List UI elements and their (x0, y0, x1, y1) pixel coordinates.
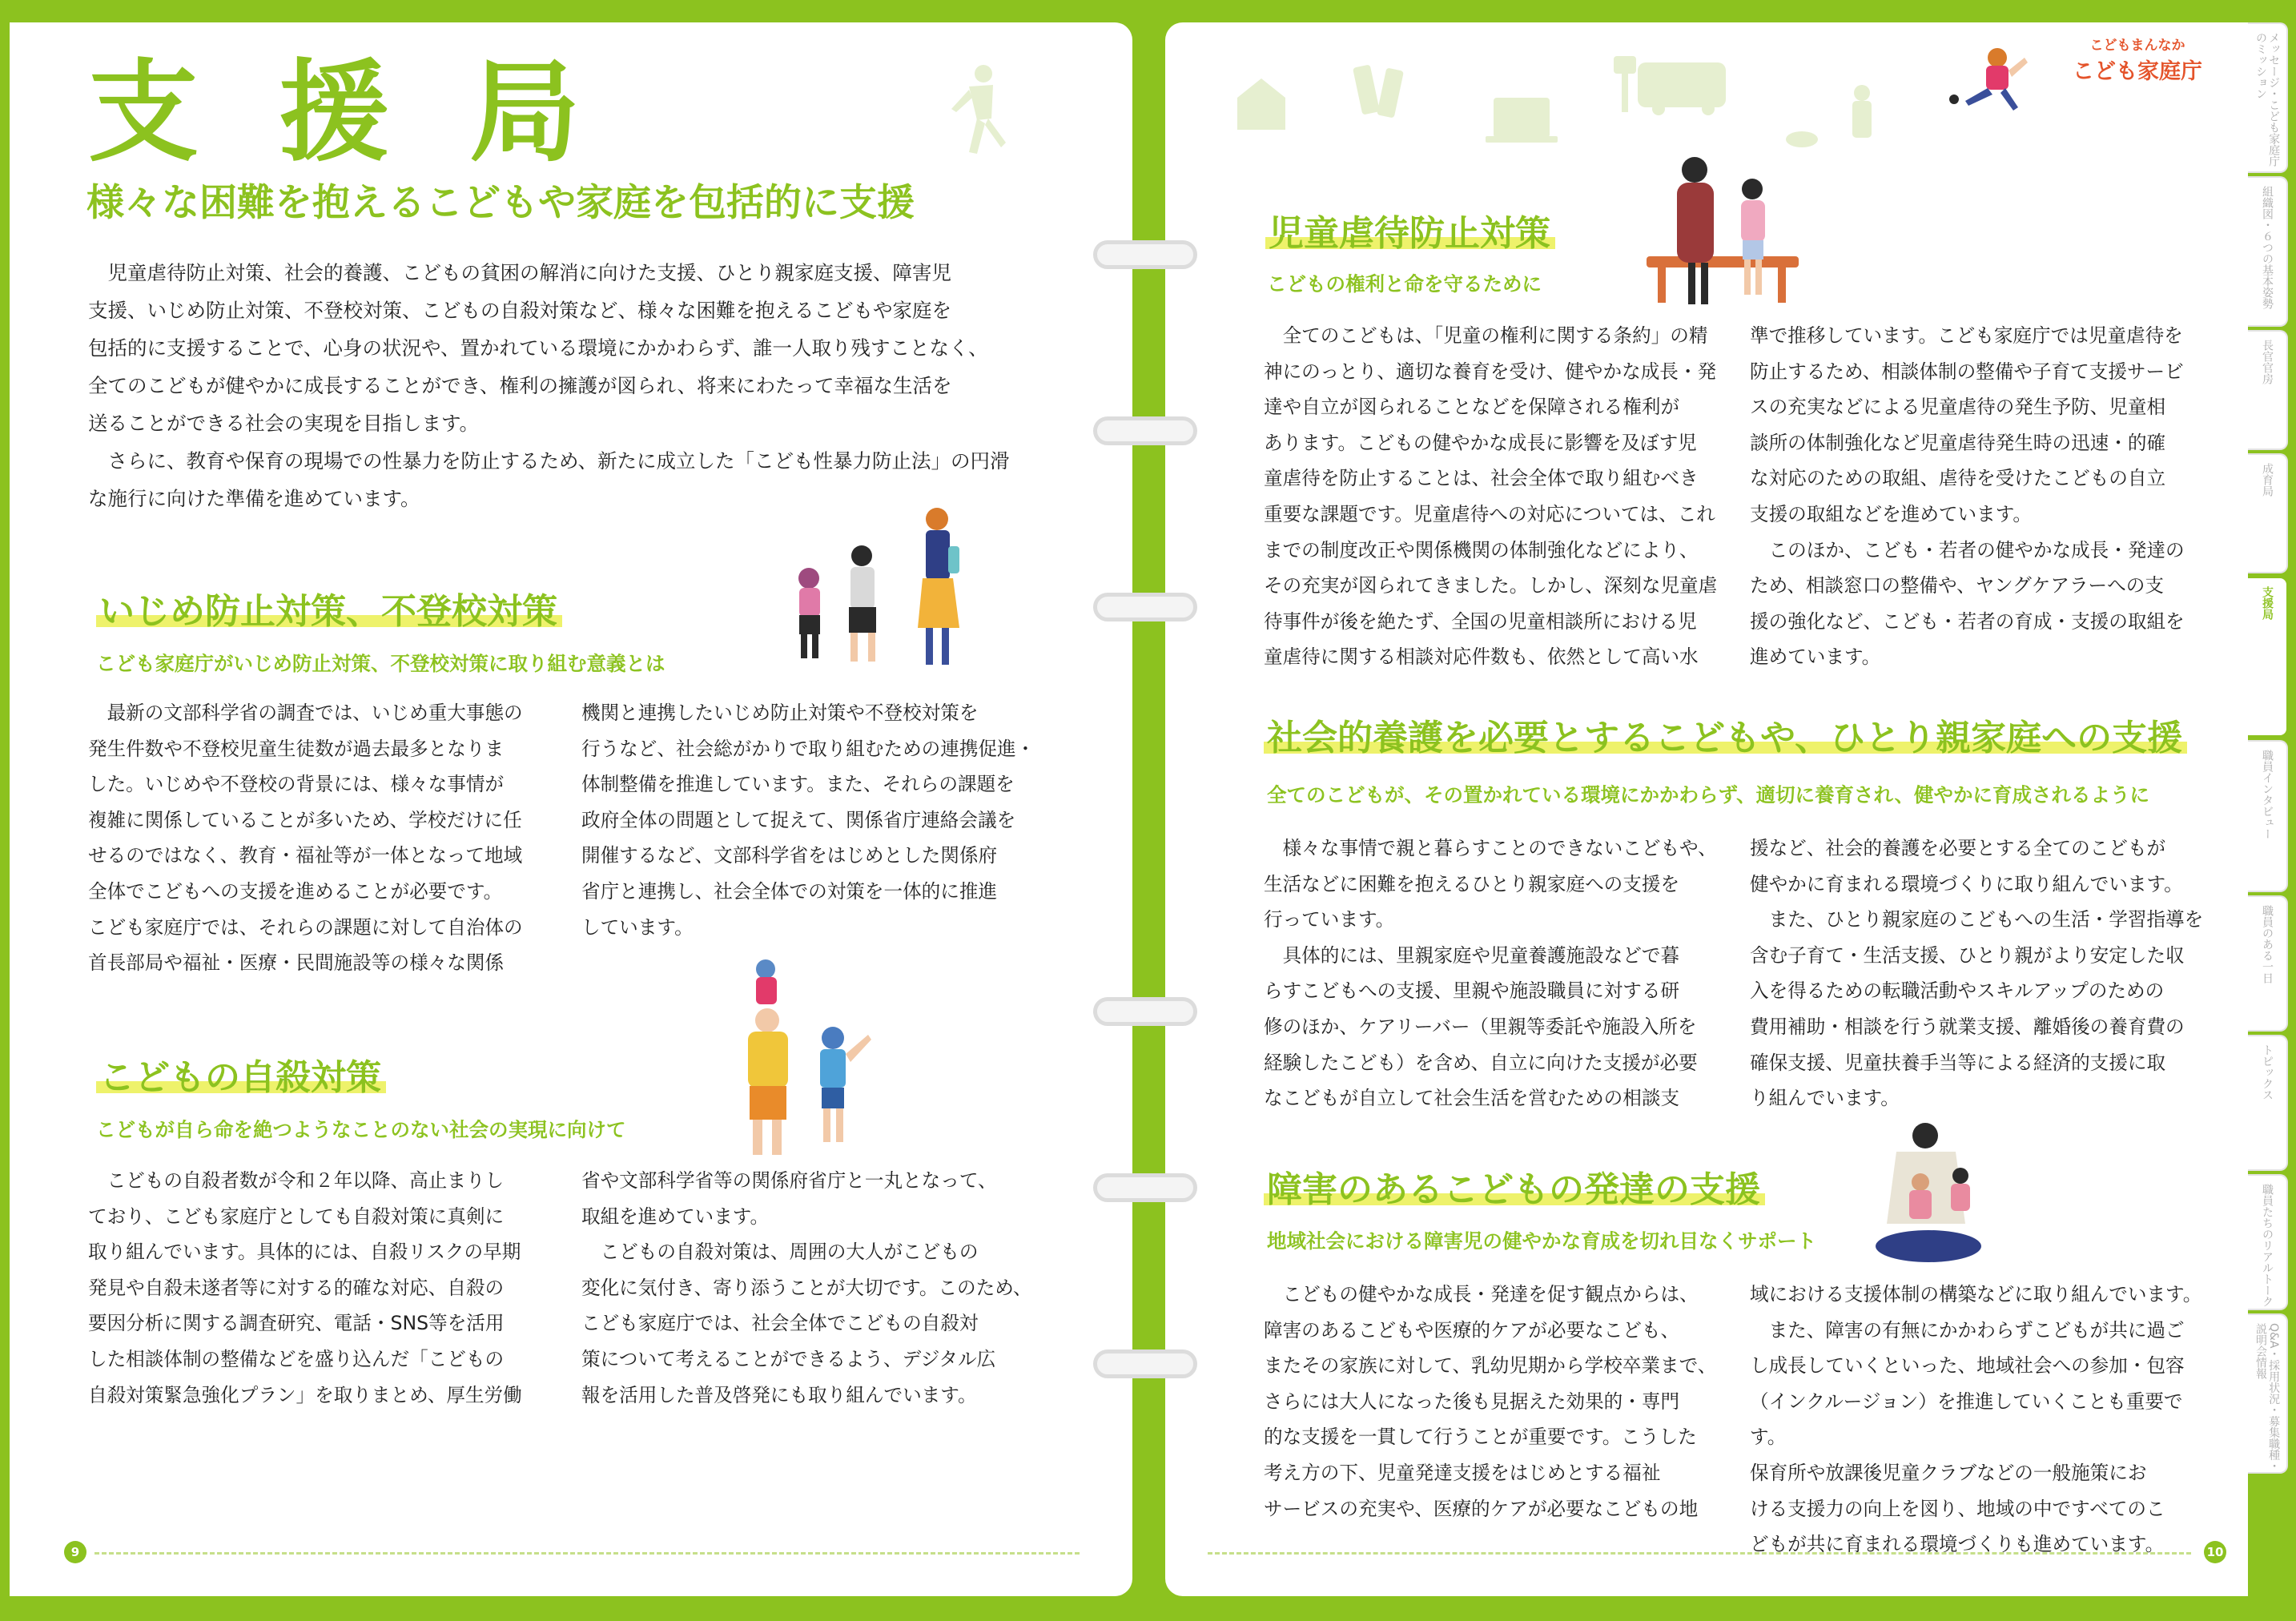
ijime-column-2: 機関と連携したいじめ防止対策や不登校対策を 行うなど、社会総がかりで取り組むための連携促進・ 体制整備を推進しています。また、それらの課題を 政府全体の問題として捉えて、関係省庁連絡会議を 開催するなど、文部科学省をはじめとした関係府 省庁と連携し、社会全体での対策を一体的に推進 しています。 (581, 702, 1035, 939)
tab-interview[interactable]: 職員インタビュー (2248, 740, 2288, 892)
kicking-child-silhouette-icon (945, 62, 1009, 159)
binder-ring (1093, 593, 1197, 621)
binder-ring (1093, 1349, 1197, 1378)
children-greeting-illustration (785, 490, 977, 682)
tab-seiikukyoku[interactable]: 成育局 (2248, 453, 2288, 573)
jumping-child-illustration (1941, 42, 2029, 114)
tab-message[interactable]: メッセージ・こども家庭庁のミッション (2248, 22, 2288, 173)
binder-ring (1093, 416, 1197, 445)
tab-chokan-kanbo[interactable]: 長官官房 (2248, 330, 2288, 450)
footer-divider (94, 1552, 1080, 1555)
page-title: 支 援 局 (88, 48, 601, 177)
section-title-shougai: 障害のあるこどもの発達の支援 (1264, 1171, 1765, 1209)
section-subtitle-shougai: 地域社会における障害児の健やかな育成を切れ目なくサポート (1267, 1229, 1816, 1253)
side-index-tabs (2248, 22, 2296, 1596)
section-subtitle-ijime: こども家庭庁がいじめ防止対策、不登校対策に取り組む意義とは (96, 652, 665, 675)
agency-logo (2073, 34, 2202, 85)
parent-with-children-sitting-illustration (1872, 1120, 1992, 1272)
binder-ring (1093, 240, 1197, 269)
binder-ring (1093, 1173, 1197, 1202)
section-title-gyakutai: 児童虐待防止対策 (1265, 215, 1555, 253)
jisatsu-column-1: こどもの自殺者数が令和２年以降、高止まりし ており、こども家庭庁としても自殺対策に真剣に 取り組んでいます。具体的には、自殺リスクの早期 発見や自殺未遂者等に対する的確な対応、自殺の 要因分析に関する調査研究、電話・SNS等を活用 した相談体制の整備などを盛り込んだ「こどもの 自殺対策緊急強化プラン」を取りまとめ、厚生労働 (88, 1169, 522, 1406)
shougai-column-2: 域における支援体制の構築などに取り組んでいます。 また、障害の有無にかかわらずこどもが共に過ご し成長していくといった、地域社会への参加・包容 （インクルージョン）を推進していくことも重要です。 保育所や放課後児童クラブなどの一般施策にお ける支援力の向上を図り、地域の中ですべてのこ どもが共に育まれる環境づくりも進めています。 (1750, 1283, 2202, 1556)
parent-and-children-illustration (726, 955, 878, 1163)
gyakutai-column-1: 全てのこどもは、「児童の権利に関する条約」の精 神にのっとり、適切な養育を受け、健やかな成長・発 達や自立が図られることなどを保障される権利が あります。こどもの健やかな成長に影響を及ぼす児 童虐待を防止することは、社会全体で取り組むべき 重要な課題です。児童虐待への対応については、これ までの制度改正や関係機関の体制強化などにより、 その充実が図られてきました。しかし、深刻な児童虐 待事件が後を絶たず、全国の児童相談所における児 童虐待に関する相談対応件数も、依然として高い水 (1264, 324, 1718, 669)
shougai-column-1: こどもの健やかな成長・発達を促す観点からは、 障害のあるこどもや医療的ケアが必要なこども、 またその家族に対して、乳幼児期から学校卒業まで、 さらには大人になった後も見据えた効果的・専門 的な支援を一貫して行うことが重要です。こうした 考え方の下、児童発達支援をはじめとする福祉 サービスの充実や、医療的ケアが必要なこどもの地 (1264, 1283, 1717, 1520)
binder-ring (1093, 997, 1197, 1026)
section-subtitle-jisatsu: こどもが自ら命を絶つようなことのない社会の実現に向けて (96, 1118, 626, 1141)
section-title-jisatsu: こどもの自殺対策 (96, 1059, 386, 1097)
footer-divider (1208, 1552, 2191, 1555)
intro-text: 児童虐待防止対策、社会的養護、こどもの貧困の解消に向けた支援、ひとり親家庭支援、障害児 支援、いじめ防止対策、不登校対策、こどもの自殺対策など、様々な困難を抱えるこどもや家庭を 包括的に支援することで、心身の状況や、置かれている環境にかかわらず、誰一人取り残すことなく、 全てのこどもが健やかに成長することができ、権利の擁護が図られ、将来にわたって幸福な生活を 送ることができる社会の実現を目指します。 さらに、教育や保育の現場での性暴力を防止するため、新たに成立した「こども性暴力防止法」の円滑 な施行に向けた準備を進めています。 (88, 261, 1010, 510)
decorative-silhouettes-icon (1229, 50, 1918, 162)
yougo-column-1: 様々な事情で親と暮らすことのできないこどもや、 生活などに困難を抱えるひとり親家庭への支援を 行っています。 具体的には、里親家庭や児童養護施設などで暮 らすこどもへの支援、里親や施設職員に対する研 修のほか、ケアリーバー（里親等委託や施設入所を 経験したこども）を含め、自立に向けた支援が必要 なこどもが自立して社会生活を営むための相談支 (1264, 837, 1717, 1110)
page-subtitle: 様々な困難を抱えるこどもや家庭を包括的に支援 (86, 181, 915, 225)
logo-name: こども家庭庁 (2073, 59, 2202, 84)
section-subtitle-gyakutai: こどもの権利と命を守るために (1267, 272, 1542, 296)
tab-qa-recruit[interactable]: Q&A・採用状況・募集職種・説明会情報 (2248, 1313, 2288, 1474)
tab-one-day[interactable]: 職員のある一日 (2248, 895, 2288, 1032)
mother-daughter-bench-illustration (1642, 152, 1802, 320)
section-title-ijime: いじめ防止対策、不登校対策 (96, 593, 562, 631)
gyakutai-column-2: 準で推移しています。こども家庭庁では児童虐待を 防止するため、相談体制の整備や子育て支援サービ スの充実などによる児童虐待の発生予防、児童相 談所の体制強化など児童虐待発生時の迅速・的確 な対応のための取組、虐待を受けたこどもの自立 支援の取組などを進めています。 このほか、こども・若者の健やかな成長・発達の ため、相談窓口の整備や、ヤングケアラーへの支 援の強化など、こども・若者の育成・支援の取組を 進めています。 (1750, 324, 2185, 669)
tab-topics[interactable]: トピックス (2248, 1035, 2288, 1171)
ijime-column-1: 最新の文部科学省の調査では、いじめ重大事態の 発生件数や不登校児童生徒数が過去最多となりま した。いじめや不登校の背景には、様々な事情が 複雑に関係していることが多いため、学校だけに任 せるのではなく、教育・福祉等が一体となって地域 全体でこどもへの支援を進めることが必要です。 こども家庭庁では、それらの課題に対して自治体の 首長部局や福祉・医療・民間施設等の様々な関係 (88, 702, 523, 975)
tab-real-talk[interactable]: 職員たちのリアルトーク (2248, 1174, 2288, 1310)
page-number-right: 10 (2204, 1541, 2226, 1563)
yougo-column-2: 援など、社会的養護を必要とする全てのこどもが 健やかに育まれる環境づくりに取り組んでいます。 また、ひとり親家庭のこどもへの生活・学習指導を 含む子育て・生活支援、ひとり親がより安定した収 入を得るための転職活動やスキルアップのための 費用補助・相談を行う就業支援、離婚後の養育費の 確保支援、児童扶養手当等による経済的支援に取 り組んでいます。 (1750, 837, 2204, 1110)
section-title-yougo: 社会的養護を必要とするこどもや、ひとり親家庭への支援 (1264, 719, 2187, 758)
jisatsu-column-2: 省や文部科学省等の関係府省庁と一丸となって、 取組を進めています。 こどもの自殺対策は、周囲の大人がこどもの 変化に気付き、寄り添うことが大切です。このため、 こども家庭庁では、社会全体でこどもの自殺対 策について考えることができるよう、デジタル広 報を活用した普及啓発にも取り組んでいます。 (581, 1169, 1032, 1406)
page-number-left: 9 (64, 1541, 86, 1563)
tab-shienkyoku[interactable]: 支援局 (2248, 577, 2288, 737)
logo-tagline: こどもまんなか (2089, 38, 2185, 54)
section-subtitle-yougo: 全てのこどもが、その置かれている環境にかかわらず、適切に養育され、健やかに育成されるように (1267, 783, 2150, 806)
tab-organization[interactable]: 組織図・６つの基本姿勢 (2248, 176, 2288, 327)
